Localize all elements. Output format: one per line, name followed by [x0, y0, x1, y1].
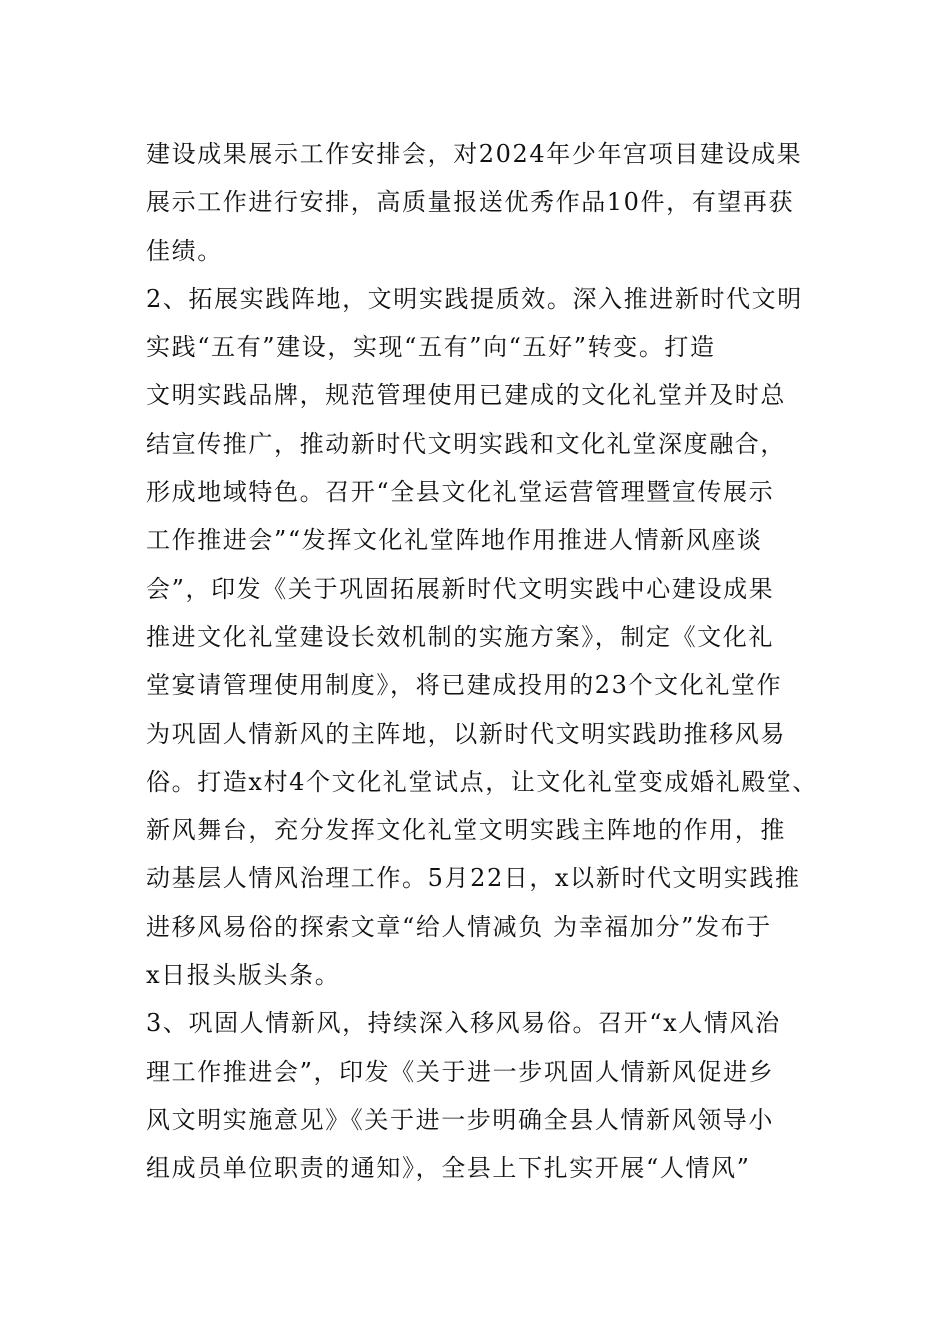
- text-line: x日报头版头条。: [146, 961, 341, 990]
- text-line: 会”，印发《关于巩固拓展新时代文明实践中心建设成果: [146, 574, 775, 603]
- text-line: 形成地域特色。召开“全县文化礼堂运营管理暨宣传展示: [146, 478, 775, 507]
- text-line: 3、巩固人情新风，持续深入移风易俗。召开“x人情风治: [146, 1009, 781, 1038]
- text-line: 建设成果展示工作安排会，对2024年少年宫项目建设成果: [146, 140, 803, 168]
- text-line: 新风舞台，充分发挥文化礼堂文明实践主阵地的作用，推: [146, 816, 786, 845]
- text-line: 实践“五有”建设，实现“五有”向“五好”转变。打造: [146, 333, 716, 362]
- text-line: 组成员单位职责的通知》，全县上下扎实开展“人情风”: [146, 1154, 751, 1183]
- text-line: 工作推进会”“发挥文化礼堂阵地作用推进人情新风座谈: [146, 526, 763, 555]
- document-body: [146, 130, 826, 1193]
- text-line: 理工作推进会”，印发《关于进一步巩固人情新风促进乡: [146, 1057, 775, 1086]
- text-line: 2、拓展实践阵地，文明实践提质效。深入推进新时代文明: [146, 284, 803, 313]
- text-line: 推进文化礼堂建设长效机制的实施方案》，制定《文化礼: [146, 622, 774, 651]
- text-line: 动基层人情风治理工作。5月22日，x以新时代文明实践推: [146, 864, 801, 893]
- text-line: 文明实践品牌，规范管理使用已建成的文化礼堂并及时总: [146, 381, 786, 410]
- text-line: 结宣传推广，推动新时代文明实践和文化礼堂深度融合，: [146, 429, 786, 458]
- text-line: 俗。打造x村4个文化礼堂试点，让文化礼堂变成婚礼殿堂、: [146, 767, 819, 796]
- text-line: 堂宴请管理使用制度》，将已建成投用的23个文化礼堂作: [146, 671, 783, 700]
- text-line: 风文明实施意见》《关于进一步明确全县人情新风领导小: [146, 1105, 774, 1134]
- text-line: 为巩固人情新风的主阵地，以新时代文明实践助推移风易: [146, 719, 786, 748]
- text-line: 进移风易俗的探索文章“给人情减负 为幸福加分”发布于: [146, 912, 772, 941]
- text-line: 展示工作进行安排，高质量报送优秀作品10件，有望再获: [146, 188, 795, 217]
- text-line: 佳绩。: [146, 236, 223, 265]
